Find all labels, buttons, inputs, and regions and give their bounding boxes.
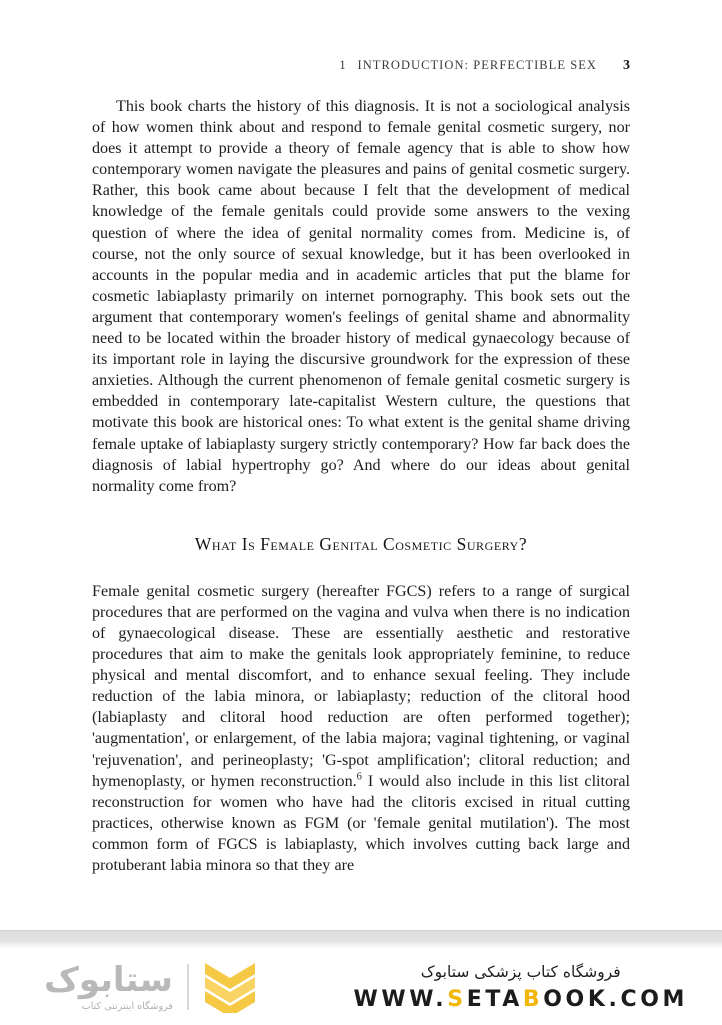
footnote-reference-6[interactable]: 6 <box>356 771 362 783</box>
logo-wordmark-main: ستابوک <box>44 959 173 1000</box>
running-head-chapter-number: 1 <box>339 58 347 72</box>
brand-block <box>354 963 689 1012</box>
paragraph-fgcs-definition-part1: Female genital cosmetic surgery (hereafter FGCS) refers to a range of surgical procedures that are performed on the vagina and vulva when there is no indication of gynaecological disease. These are essentially aesthetic and restorative procedures that aim to make the genitals look appropriately feminine, to reduce physical and mental discomfort, and to enhance sexual feeling. They include reduction of the labia minora, or labiaplasty; reduction of the clitoral hood (labiaplasty and clitoral hood reduction are often performed together); 'augmentation', or enlargement, of the labia majora; vaginal tightening, or vaginal 'rejuvenation', and perineoplasty; 'G-spot amplification'; clitoral reduction; and hymenoplasty, or hymen reconstruction. <box>92 582 630 790</box>
paragraph-fgcs-definition-part2: I would also include in this list clitoral reconstruction for women who have had the clitoris excised in ritual cutting practices, otherwise known as FGM (or 'female genital mutilation'). The most common form of FGCS is labiaplasty, which involves cutting back large and protuberant labia minora so that they are <box>92 772 631 874</box>
page-number: 3 <box>623 58 630 73</box>
setabook-logo[interactable] <box>44 961 257 1013</box>
footer-content <box>0 949 722 1025</box>
brand-url-suffix: OOK.COM <box>543 986 688 1012</box>
paragraph-fgcs-definition <box>92 581 630 876</box>
brand-persian-title: فروشگاه کتاب پزشکی ستابوک <box>420 962 621 981</box>
footer-top-shade <box>0 931 722 949</box>
logo-wordmark <box>44 959 173 1012</box>
brand-url[interactable] <box>354 987 689 1012</box>
brand-url-letter-b: B <box>522 986 544 1012</box>
brand-url-eta: ETA <box>466 986 523 1012</box>
brand-url-prefix: WWW. <box>353 986 448 1012</box>
heading-spacer-below <box>92 555 630 581</box>
footer-banner <box>0 930 722 1024</box>
triple-chevron-down-icon <box>203 961 257 1013</box>
brand-url-letter-s: S <box>447 986 467 1012</box>
running-head <box>92 58 630 80</box>
logo-tagline: فروشگاه اینترنتی کتاب <box>81 1000 173 1012</box>
heading-spacer-above <box>92 497 630 533</box>
running-head-chapter-title: INTRODUCTION: PERFECTIBLE SEX <box>357 58 597 72</box>
logo-divider <box>187 964 189 1010</box>
logo-wordmark-text <box>44 959 173 1000</box>
paragraph-opening: This book charts the history of this diagnosis. It is not a sociological analysis of how women think about and respond to female genital cosmetic surgery, nor does it attempt to provide a theory of female agency that is able to show how contemporary women navigate the pleasures and pains of genital cosmetic surgery. Rather, this book came about because I felt that the development of medical knowledge of the female genitals could provide some answers to the vexing question of where the idea of genital normality comes from. Medicine is, of course, not the only source of sexual knowledge, but it has been overlooked in accounts in the popular media and in academic articles that put the blame for cosmetic labiaplasty primarily on internet pornography. This book sets out the argument that contemporary women's feelings of genital shame and abnormality need to be located within the broader history of medical gynaecology because of its important role in laying the discursive groundwork for the expression of these anxieties. Although the current phenomenon of female genital cosmetic surgery is embedded in contemporary late-capitalist Western culture, the questions that motivate this book are historical ones: To what extent is the genital shame driving female uptake of labiaplasty surgery strictly contemporary? How far back does the diagnosis of labial hypertrophy go? And where do our ideas about genital normality come from? <box>92 98 630 495</box>
body-text-block <box>92 96 630 876</box>
section-heading: What Is Female Genital Cosmetic Surgery? <box>194 533 528 554</box>
